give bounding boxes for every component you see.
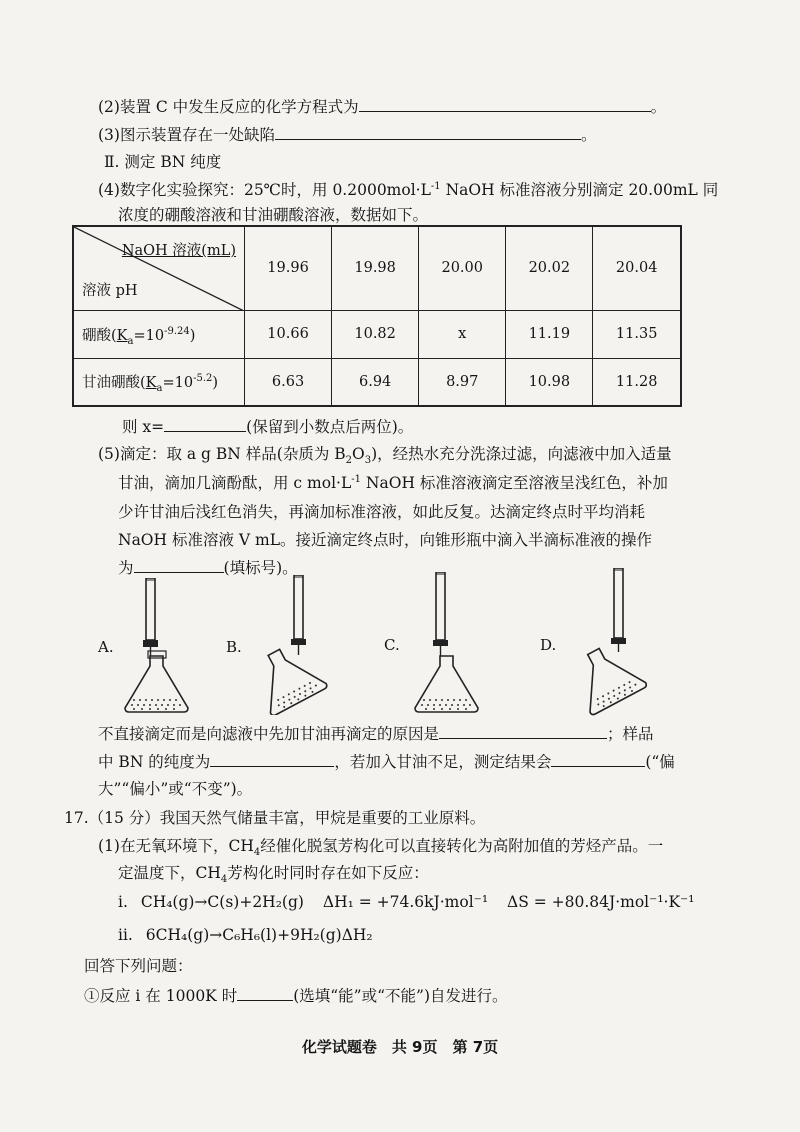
sub1-suffix: (选填“能”或“不能”)自发进行。 <box>293 987 508 1005</box>
option-d-label: D. <box>540 636 557 654</box>
ka-sub: a <box>156 383 163 395</box>
q5-line5-suffix: (填标号)。 <box>223 559 298 577</box>
ph-cell: 11.19 <box>506 310 593 358</box>
reaction-1-equation: CH₄(g)→C(s)+2H₂(g) <box>140 893 304 911</box>
ka-symbol: K <box>145 375 157 392</box>
reaction-1-enthalpy: ΔH₁ = +74.6kJ·mol⁻¹ <box>322 893 489 911</box>
q3-answer-blank[interactable] <box>275 124 581 140</box>
reaction-2 <box>118 925 373 945</box>
section-2-heading: Ⅱ. 测定 BN 纯度 <box>104 153 222 171</box>
q17-title: 17.（15 分）我国天然气储量丰富，甲烷是重要的工业原料。 <box>64 809 486 827</box>
q4-line1-sup: -1 <box>430 180 441 192</box>
volume-cell: 19.96 <box>245 226 332 310</box>
ph-cell: 6.63 <box>245 358 332 406</box>
apparatus-c-burette-flask[interactable] <box>410 572 490 718</box>
ph-cell: 6.94 <box>332 358 419 406</box>
q5-line2-sup: -1 <box>351 473 361 485</box>
q2-end: 。 <box>650 98 667 116</box>
ph-cell: 10.66 <box>245 310 332 358</box>
x-prefix: 则 x= <box>122 418 165 436</box>
titration-data-table <box>72 225 682 407</box>
q17-sub1 <box>84 985 508 1006</box>
q5-line5-prefix: 为 <box>118 559 134 577</box>
reaction-1 <box>118 892 694 912</box>
q5-sub2: 3 <box>364 455 372 467</box>
q3-line <box>98 124 596 145</box>
reason-line1 <box>98 723 654 744</box>
q4-line1 <box>98 180 718 200</box>
q5-option-blank[interactable] <box>134 557 224 573</box>
x-answer-line <box>122 416 413 437</box>
q2-line <box>98 96 666 117</box>
result-answer-blank[interactable] <box>551 751 645 767</box>
q5-line1 <box>98 444 672 467</box>
ka-sub: a <box>127 335 134 347</box>
q17-line1a: (1)在无氧环境下，CH <box>98 837 254 855</box>
q5-line1-text: (5)滴定：取 a g BN 样品(杂质为 B <box>98 445 346 463</box>
q5-line2b: NaOH 标准溶液滴定至溶液呈浅红色，补加 <box>361 474 668 492</box>
purity-suffix: (“偏 <box>645 753 675 771</box>
reason-suffix: ；样品 <box>607 725 654 743</box>
sub1-prefix: ①反应 ⅰ 在 1000K 时 <box>84 987 238 1005</box>
option-c-label: C. <box>384 636 400 654</box>
header-solution-ph: 溶液 pH <box>82 282 138 299</box>
purity-answer-blank[interactable] <box>210 751 334 767</box>
volume-cell: 20.04 <box>593 226 681 310</box>
ph-cell: 11.35 <box>593 310 681 358</box>
x-suffix: (保留到小数点后两位)。 <box>246 418 414 436</box>
q17-line1 <box>98 836 664 859</box>
q5-line3: 少许甘油后浅红色消失，再滴加标准溶液，如此反复。达滴定终点时平均消耗 <box>118 503 646 521</box>
reason-prefix: 不直接滴定而是向滤液中先加甘油再滴定的原因是 <box>98 725 440 743</box>
volume-cell: 20.02 <box>506 226 593 310</box>
apparatus-a-burette-flask[interactable] <box>120 578 200 718</box>
ka-value: =10 <box>133 327 165 344</box>
ph-cell: 11.28 <box>593 358 681 406</box>
q3-text: (3)图示装置存在一处缺陷 <box>98 126 275 144</box>
page-footer: 化学试题卷 共 9页 第 7页 <box>301 1038 499 1056</box>
sub1-answer-blank[interactable] <box>237 985 293 1001</box>
purity-mid: ，若加入甘油不足，测定结果会 <box>334 753 552 771</box>
table-row-glycerol-boric-acid <box>73 358 681 406</box>
q4-line2: 浓度的硼酸溶液和甘油硼酸溶液，数据如下。 <box>118 206 429 224</box>
header-naoh-volume: NaOH 溶液(mL) <box>121 243 236 259</box>
q5-line2a: 甘油，滴加几滴酚酞，用 c mol·L <box>118 474 352 492</box>
q4-line1-rest: NaOH 标准溶液分别滴定 20.00mL 同 <box>440 181 719 199</box>
table-diagonal-header <box>73 226 245 310</box>
table-header-row <box>73 226 681 310</box>
x-answer-blank[interactable] <box>164 416 246 432</box>
answer-prompt: 回答下列问题： <box>84 957 193 975</box>
q5-sub: 2 <box>345 455 353 467</box>
ka-exponent: -5.2 <box>193 373 213 385</box>
reason-line2 <box>98 751 675 772</box>
reason-line3: 大”“偏小”或“不变”)。 <box>98 780 253 798</box>
row-label-boric-acid <box>73 310 245 358</box>
ph-cell: 8.97 <box>419 358 506 406</box>
row-label-glycerol-boric-acid <box>73 358 245 406</box>
apparatus-b-burette-tilted-flask[interactable] <box>248 575 338 715</box>
ka-value: =10 <box>162 375 194 392</box>
row-name: 甘油硼酸( <box>82 375 146 392</box>
q17-line2-sub: 4 <box>220 874 228 886</box>
ka-exponent: -9.24 <box>164 325 190 337</box>
row-name-close: ) <box>189 327 196 344</box>
q3-end: 。 <box>580 126 597 144</box>
q17-line2a: 定温度下，CH <box>118 864 221 882</box>
ka-symbol: K <box>116 327 128 344</box>
volume-cell: 19.98 <box>332 226 419 310</box>
volume-cell: 20.00 <box>419 226 506 310</box>
reaction-1-entropy: ΔS = +80.84J·mol⁻¹·K⁻¹ <box>507 893 695 911</box>
q5-line2 <box>118 473 668 493</box>
reaction-2-equation: 6CH₄(g)→C₆H₆(l)+9H₂(g)ΔH₂ <box>145 926 373 944</box>
apparatus-d-burette-tilted-flask[interactable] <box>568 568 658 716</box>
q17-line1b: 经催化脱氢芳构化可以直接转化为高附加值的芳烃产品。一 <box>260 837 664 855</box>
q2-text: (2)装置 C 中发生反应的化学方程式为 <box>98 98 359 116</box>
q2-answer-blank[interactable] <box>359 96 651 112</box>
row-name: 硼酸( <box>82 327 117 344</box>
ph-cell: 10.82 <box>332 310 419 358</box>
q5-mid: O <box>352 445 365 463</box>
option-b-label: B. <box>226 638 242 656</box>
row-name-close: ) <box>212 375 219 392</box>
ph-cell: 10.98 <box>506 358 593 406</box>
q17-line2b: 芳构化时同时存在如下反应： <box>227 864 429 882</box>
purity-prefix: 中 BN 的纯度为 <box>98 753 211 771</box>
q17-line2 <box>118 863 429 886</box>
option-a-label: A. <box>98 638 114 656</box>
table-row-boric-acid <box>73 310 681 358</box>
reason-answer-blank[interactable] <box>439 723 607 739</box>
q4-line1-text: (4)数字化实验探究：25℃时，用 0.2000mol·L <box>98 181 431 199</box>
q17-line1-sub: 4 <box>253 847 261 859</box>
q5-line1-rest: )，经热水充分洗涤过滤，向滤液中加入适量 <box>371 445 672 463</box>
reaction-1-label: ⅰ. <box>118 893 128 911</box>
q5-line4: NaOH 标准溶液 V mL。接近滴定终点时，向锥形瓶中滴入半滴标准液的操作 <box>118 531 652 549</box>
ph-cell-x: x <box>419 310 506 358</box>
reaction-2-label: ⅱ. <box>118 926 133 944</box>
